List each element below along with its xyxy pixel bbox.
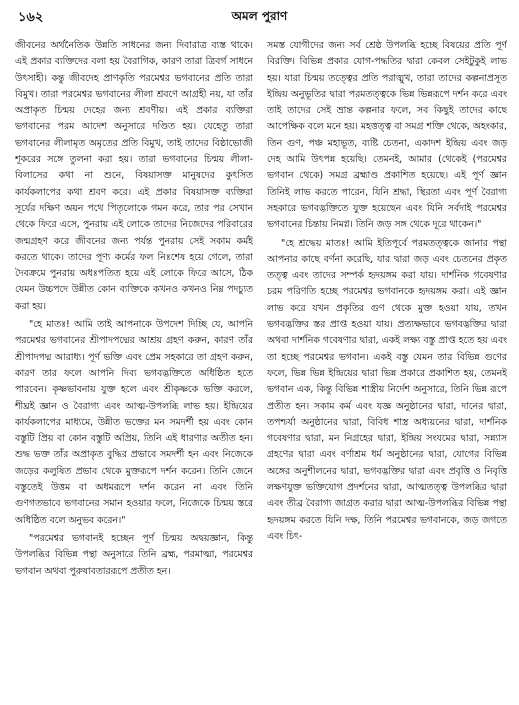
- running-title: অমল পুরাণ: [231, 9, 288, 23]
- paragraph: "হে মাতঃ! আমি তাই আপনাকে উপদেশ দিচ্ছি যে, আপনি পরমেশ্বর ভগবানের শ্রীপাদপদ্মের আশ্রয় গ্রহণ করুন, কারণ তাঁর শ্রীপাদপদ্ম আরাধ্য। পূর্ণ ভক্তি এবং প্রেম সহকারে তা গ্রহণ করুন, কারণ তার ফলে আপনি দিব্য ভগবদ্ভক্তিতে অধিষ্ঠিত হতে পারবেন। কৃষ্ণভাবনায় যুক্ত হলে এবং শ্রীকৃষ্ণকে ভক্তি করলে, শীঘ্রই জ্ঞান ও বৈরাগ্য এবং আত্ম-উপলব্ধি লাভ হয়। ইন্দ্রিয়ের কার্যকলাপের মাধ্যমে, উন্নীত ভক্তের মন সমদর্শী হয় এবং কোন বস্তুটি প্রিয় বা কোন বস্তুটি অপ্রিয়, তিনি এই ধারণার অতীত হন। শুদ্ধ ভক্ত তাঁর অপ্রাকৃত বুদ্ধির প্রভাবে সমদর্শী হন এবং নিজেকে জড়ের কলুষিত প্রভাব থেকে মুক্তরূপে দর্শন করেন। তিনি জেনে বস্তুতেই উত্তম বা অধমরূপে দর্শন করেন না এবং তিনি গুণগতভাবে ভগবানের সমান হওয়ার ফলে, নিজেকে চিন্ময় স্তরে অধিষ্ঠিত বলে অনুভব করেন।": [15, 319, 253, 526]
- page-header: [18, 8, 501, 30]
- page-number: ১৬২: [18, 10, 44, 25]
- right-column: [267, 38, 507, 697]
- paragraph: সমস্ত যোগীদের জন্য সর্ব শ্রেষ্ঠ উপলব্ধি হচ্ছে বিষয়ের প্রতি পূর্ণ বিরক্তি। বিভিন্ন প্রকার যোগ-পদ্ধতির দ্বারা কেবল সেইটুকুই লাভ হয়। যারা চিন্ময় তত্ত্বের প্রতি পরাঙ্মুখ, তারা তাদের কল্পনাপ্রসূত ইন্দ্রিয় অনুভূতির দ্বারা পরমতত্ত্বকে ভিন্ন ভিন্নরূপে দর্শন করে এবং তাই তাদের সেই ভ্রান্ত কল্পনার ফলে, সব কিছুই তাদের কাছে আপেক্ষিক বলে মনে হয়। মহত্তত্ত্ব বা সমগ্র শক্তি থেকে, অহংকার, তিন গুণ, পঞ্চ মহাভূত, ব্যষ্টি চেতনা, একাদশ ইন্দ্রিয় এবং জড় দেহ আমি উৎপন্ন হয়েছি। তেমনই, আমার (থেকেই (পরমেশ্বর ভগবান থেকে) সমগ্র ব্রহ্মাণ্ড প্রকাশিত হয়েছে। এই পূর্ণ জ্ঞান তিনিই লাভ করতে পারেন, যিনি শ্রদ্ধা, স্থিরতা এবং পূর্ণ বৈরাগ্য সহকারে ভগবদ্ভক্তিতে যুক্ত হয়েছেন এবং যিনি সর্বদাই পরমেশ্বর ভগবানের চিন্তায় নিমগ্ন। তিনি জড় সঙ্গ থেকে দূরে থাকেন।": [267, 40, 507, 231]
- paragraph: জীবনের অর্থনৈতিক উন্নতি সাধনের জন্য দিবারাত্র ব্যস্ত থাকে। এই প্রকার ব্যক্তিদের বলা হয় বৈরাগিক, কারণ তারা ত্রিবর্গ সাধনে উৎসাহী। কন্তু জীবদেহ প্রাণকৃতি পরমেশ্বর ভগবানের প্রতি তারা বিমুখ। তারা পরমেশ্বর ভগবানের লীলা শ্রবণে আগ্রহী নয়, যা তাঁর অপ্রাকৃত চিন্ময় দেহের জন্য শ্রবণীয়। এই প্রকার ব্যক্তিরা ভগবানের পরম আদেশ অনুসারে দণ্ডিত হয়। যেহেতু তারা ভগবানের লীলামৃত অমৃতের প্রতি বিমুখ, তাই তাদের বিষ্ঠাভোজী শূকরের সঙ্গে তুলনা করা হয়। তারা ভগবানের চিন্ময় লীলা-বিলাসের কথা না শুনে, বিষয়াসক্ত মানুষদের কুৎসিত কার্যকলাপের কথা শ্রবণ করে। এই প্রকার বিষয়াসক্ত ব্যক্তিরা সূর্যের দক্ষিণ অয়ন পথে পিতৃলোকে গমন করে, তার পর সেখান থেকে ফিরে এসে, পুনরায় এই লোকে তাদের নিজেদের পরিবারের জন্মগ্রহণ করে জীবনের জন্য পর্যন্ত পুনরায় সেই সকাম কর্মই করতে থাকে। তাদের পূণ্য কর্মের ফল নিঃশেষ হয়ে গেলে, তারা দৈবক্রমে পুনরায় অধঃপতিত হয়ে এই লোকে ফিরে আসে, ঠিক যেমন উচ্চপদে উন্নীত কোন ব্যক্তিকে কখনও কখনও নিম্ন পদচ্যুত করা হয়।: [15, 40, 253, 312]
- paragraph: "পরমেশ্বর ভগবানই হচ্ছেন পূর্ণ চিন্ময় অদ্বয়জ্ঞান, কিন্তু উপলব্ধির বিভিন্ন পন্থা অনুসারে তিনি ব্রহ্ম, পরমাত্মা, পরমেশ্বর ভগবান অথবা পুরুষাবতাররূপে প্রতীত হন।: [15, 532, 253, 577]
- paragraph: "হে শ্রদ্ধেয় মাতঃ! আমি ইতিপূর্বে পরমতত্ত্বকে জানার পন্থা আপনার কাছে বর্ণনা করেছি, যার দ্বারা জড় এবং চেতনের প্রকৃত তত্ত্ব এবং তাদের সম্পর্ক হৃদয়ঙ্গম করা যায়। দার্শনিক গবেষণার চরম পরিণতি হচ্ছে পরমেশ্বর ভগবানকে হৃদয়ঙ্গম করা। এই জ্ঞান লাভ করে যখন প্রকৃতির গুণ থেকে মুক্ত হওয়া যায়, তখন ভগবদ্ভক্তির স্তর প্রাপ্ত হওয়া যায়। প্রত্যক্ষভাবে ভগবদ্ভক্তির দ্বারা অথবা দার্শনিক গবেষণার দ্বারা, একই লক্ষ্য বস্তু প্রাপ্ত হতে হয় এবং তা হচ্ছে পরমেশ্বর ভগবান। একই বস্তু যেমন তার বিভিন্ন গুণের ফলে, ভিন্ন ভিন্ন ইন্দ্রিয়ের দ্বারা ভিন্ন প্রকারে প্রকাশিত হয়, তেমনই ভগবান এক, কিন্তু বিভিন্ন শাস্ত্রীয় নির্দেশ অনুসারে, তিনি ভিন্ন রূপে প্রতীত হন। সকাম কর্ম এবং যজ্ঞ অনুষ্ঠানের দ্বারা, দানের দ্বারা, তপশ্চর্যা অনুষ্ঠানের দ্বারা, বিবিধ শাস্ত্র অধ্যয়নের দ্বারা, দার্শনিক গবেষণার দ্বারা, মন নিগ্রহের দ্বারা, ইন্দ্রিয় সংযমের দ্বারা, সন্ন্যাস গ্রহণের দ্বারা এবং বর্ণাশ্রম ধর্ম অনুষ্ঠানের দ্বারা, যোগের বিভিন্ন অঙ্গের অনুশীলনের দ্বারা, ভগবদ্ভক্তির দ্বারা এবং প্রবৃত্তি ও নিবৃত্তি লক্ষণযুক্ত ভক্তিযোগ প্রদর্শনের দ্বারা, আত্মতত্ত্ব উপলব্ধির দ্বারা এবং তীব্র বৈরাগ্য জাগ্রত করার দ্বারা আত্ম-উপলব্ধির বিভিন্ন পন্থা হৃদয়ঙ্গম করতে যিনি দক্ষ, তিনি পরমেশ্বর ভগবানকে, জড় জগতে এবং চিৎ-: [267, 237, 507, 542]
- left-column: [15, 38, 253, 697]
